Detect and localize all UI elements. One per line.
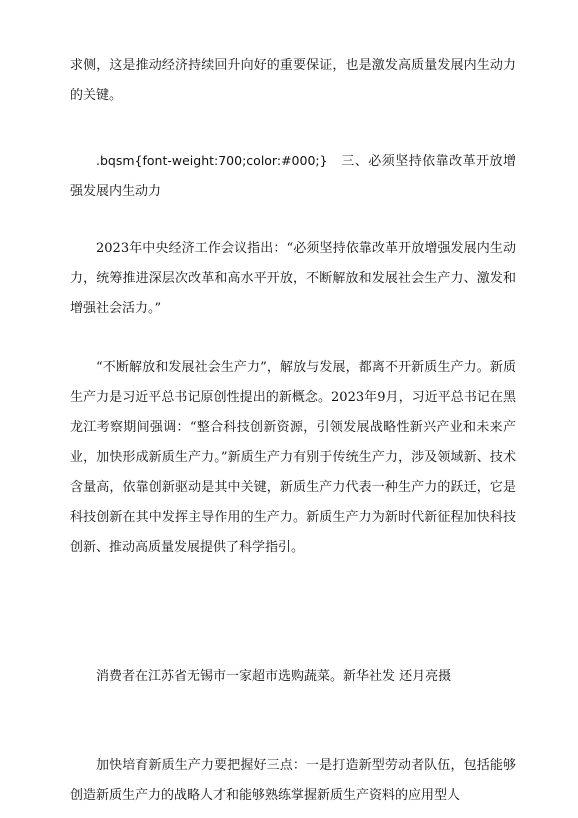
- paragraph-new-productivity: “不断解放和发展社会生产力”，解放与发展，都离不开新质生产力。新质生产力是习近平总书记原创性提出的新概念。2023年9月，习近平总书记在黑龙江考察期间强调：“整合科技创新资源，引领发展战略性新兴产业和未来产业，加快形成新质生产力。”新质生产力有别于传统生产力，涉及领域新、技术含量高，依靠创新驱动是其中关键，新质生产力代表一种生产力的跃迁，它是科技创新在其中发挥主导作用的生产力。新质生产力为新时代新征程加快科技创新、推动高质量发展提供了科学指引。: [70, 360, 516, 555]
- paragraph-meeting-quote: 2023年中央经济工作会议指出：“必须坚持依靠改革开放增强发展内生动力，统筹推进深层次改革和高水平开放，不断解放和发展社会生产力、激发和增强社会活力。”: [70, 241, 516, 316]
- section-heading-paragraph: [70, 146, 516, 207]
- paragraph-three-points: 加快培育新质生产力要把握好三点：一是打造新型劳动者队伍，包括能够创造新质生产力的战略人才和能够熟练掌握新质生产资料的应用型人: [70, 758, 516, 803]
- css-code-fragment: .bqsm{font-weight:700;color:#000;}: [96, 153, 328, 168]
- photo-caption: 消费者在江苏省无锡市一家超市选购蔬菜。新华社发 还月亮摄: [96, 669, 452, 684]
- section-heading: 三、必须坚持依靠改革开放增强发展内生动力: [70, 154, 516, 199]
- paragraph-continued: 求侧，这是推动经济持续回升向好的重要保证，也是激发高质量发展内生动力的关键。: [70, 58, 516, 103]
